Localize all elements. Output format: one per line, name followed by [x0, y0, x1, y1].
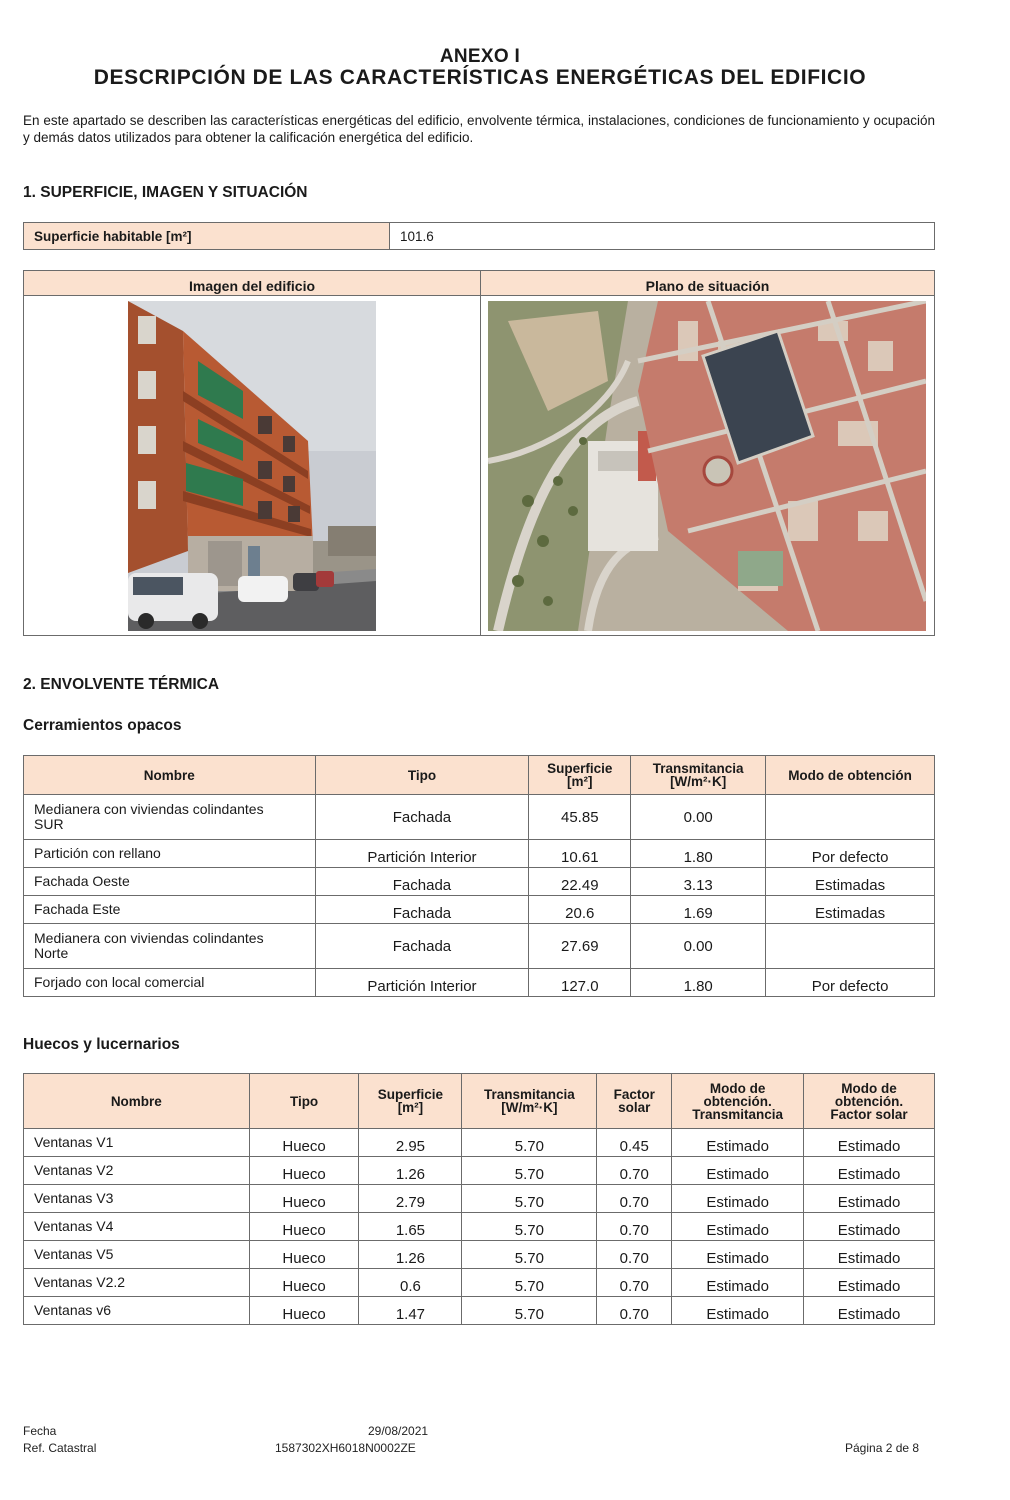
location-map-header: Plano de situación [481, 271, 934, 296]
table-row: Forjado con local comercial Partición Interior 127.0 1.80 Por defecto [24, 969, 935, 997]
col-nombre: Nombre [24, 756, 316, 795]
surface-table [23, 222, 935, 250]
building-photo [128, 301, 376, 631]
table-row: Medianera con viviendas colindantes SUR Fachada 45.85 0.00 [24, 795, 935, 840]
annex-title: ANEXO I [439, 46, 521, 67]
windows-heading: Huecos y lucernarios [23, 1036, 180, 1053]
col-superficie: Superficie [m²] [529, 756, 631, 795]
location-map [488, 301, 926, 631]
table-row: Ventanas V3 Hueco 2.79 5.70 0.70 Estimado Estimado [24, 1185, 935, 1213]
footer-ref-label: Ref. Catastral [23, 1441, 97, 1455]
col-transmitancia: Transmitancia [W/m²·K] [462, 1074, 597, 1129]
table-row: Ventanas V2 Hueco 1.26 5.70 0.70 Estimado Estimado [24, 1157, 935, 1185]
building-image-header: Imagen del edificio [24, 271, 480, 296]
col-transmitancia: Transmitancia [W/m²·K] [631, 756, 766, 795]
table-row: Ventanas v6 Hueco 1.47 5.70 0.70 Estimado Estimado [24, 1297, 935, 1325]
table-row: Partición con rellano Partición Interior 10.61 1.80 Por defecto [24, 840, 935, 868]
table-row: Ventanas V5 Hueco 1.26 5.70 0.70 Estimado Estimado [24, 1241, 935, 1269]
col-modo-factor: Modo de obtención. Factor solar [804, 1074, 935, 1129]
col-modo-transmitancia: Modo de obtención. Transmitancia [672, 1074, 804, 1129]
footer-ref-value: 1587302XH6018N0002ZE [275, 1441, 416, 1455]
page-title: DESCRIPCIÓN DE LAS CARACTERÍSTICAS ENERGÉTICAS DEL EDIFICIO [93, 66, 867, 89]
section-1-heading: 1. SUPERFICIE, IMAGEN Y SITUACIÓN [23, 184, 308, 201]
section-2-heading: 2. ENVOLVENTE TÉRMICA [23, 676, 220, 693]
col-nombre: Nombre [24, 1074, 250, 1129]
surface-value: 101.6 [390, 223, 935, 250]
col-tipo: Tipo [249, 1074, 359, 1129]
windows-table [23, 1073, 935, 1325]
col-superficie: Superficie [m²] [359, 1074, 462, 1129]
table-row: Fachada Este Fachada 20.6 1.69 Estimadas [24, 896, 935, 924]
col-factor-solar: Factor solar [597, 1074, 672, 1129]
page-number: Página 2 de 8 [845, 1441, 920, 1455]
box-divider [480, 271, 481, 635]
col-tipo: Tipo [315, 756, 529, 795]
footer-date-label: Fecha [23, 1424, 57, 1438]
footer-date-value: 29/08/2021 [368, 1424, 429, 1438]
col-modo: Modo de obtención [766, 756, 935, 795]
image-map-box [23, 270, 935, 636]
opaque-table [23, 755, 935, 997]
opaque-heading: Cerramientos opacos [23, 717, 182, 734]
intro-paragraph: En este apartado se describen las características energéticas del edificio, envolvente térmica, instalaciones, condiciones de funcionamiento y ocupación y demás datos utilizados para obtener la calificación energética del edificio. [23, 113, 935, 145]
table-row: Medianera con viviendas colindantes Norte Fachada 27.69 0.00 [24, 924, 935, 969]
surface-label: Superficie habitable [m²] [24, 223, 390, 250]
table-row: Ventanas V4 Hueco 1.65 5.70 0.70 Estimado Estimado [24, 1213, 935, 1241]
table-row: Ventanas V2.2 Hueco 0.6 5.70 0.70 Estimado Estimado [24, 1269, 935, 1297]
table-row: Fachada Oeste Fachada 22.49 3.13 Estimadas [24, 868, 935, 896]
table-row: Ventanas V1 Hueco 2.95 5.70 0.45 Estimado Estimado [24, 1129, 935, 1157]
